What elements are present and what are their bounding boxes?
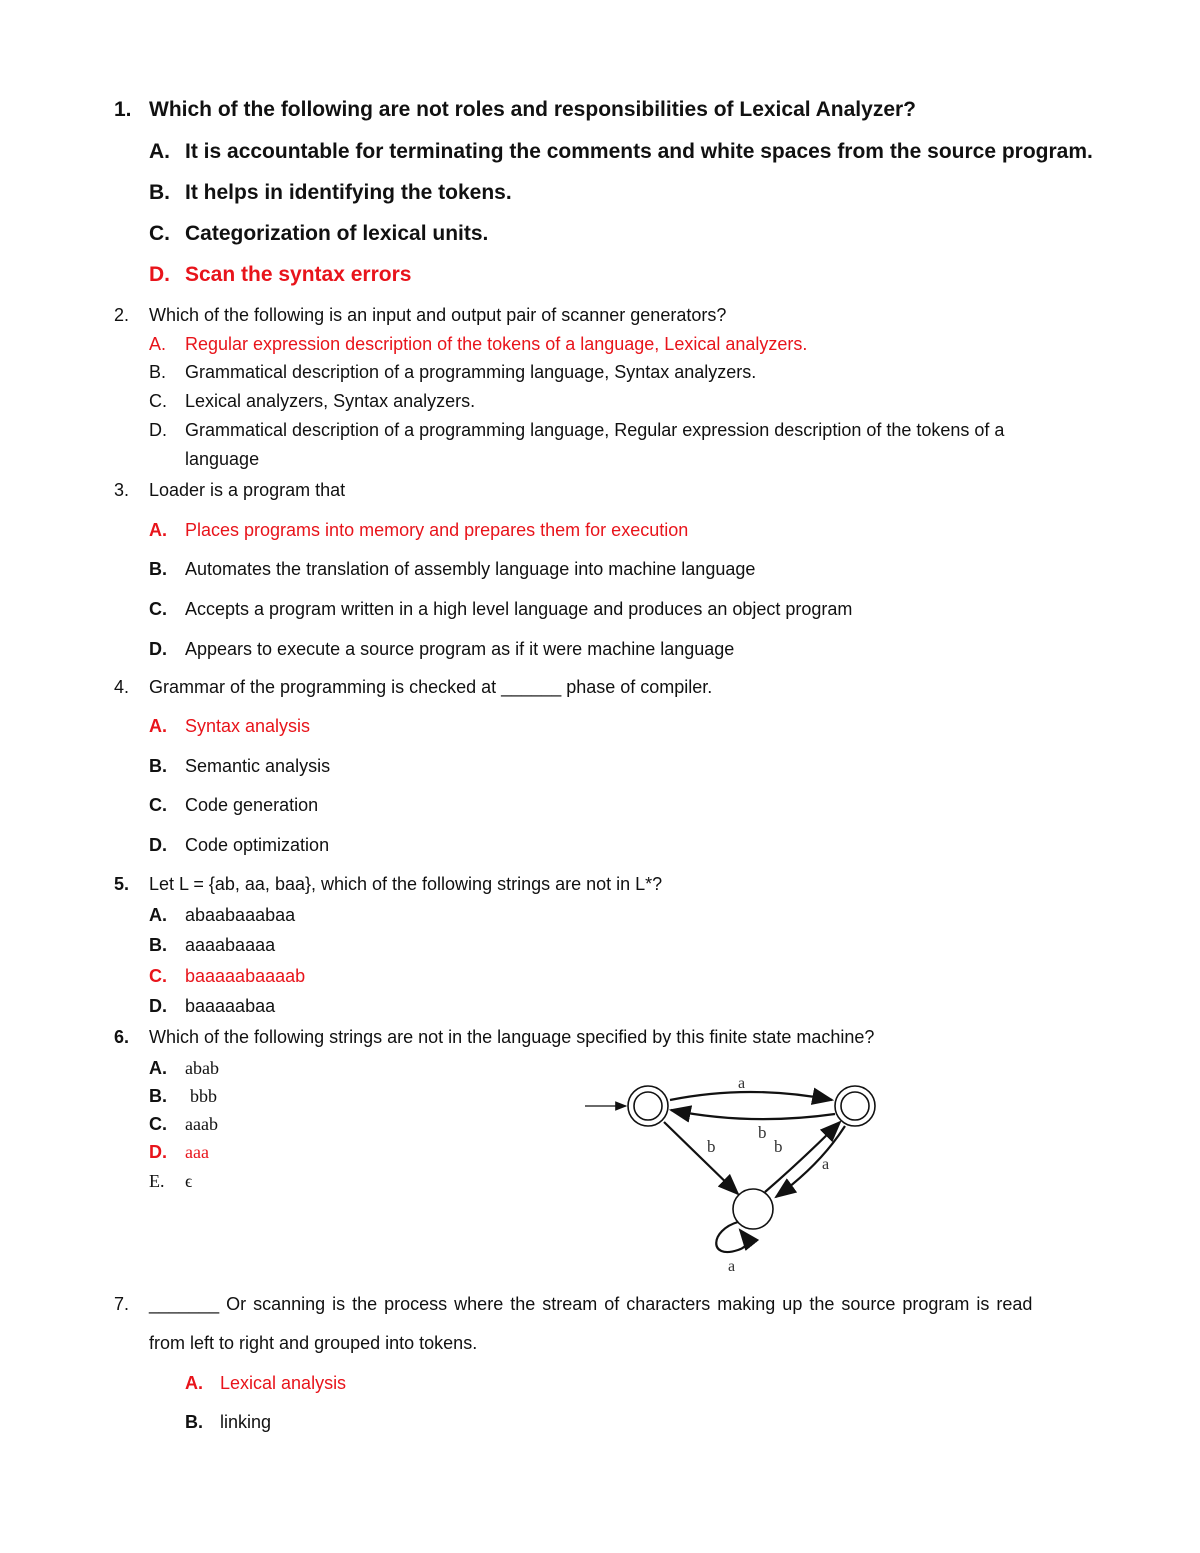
q5-option-d-letter: D. bbox=[149, 996, 167, 1016]
q1-option-c-letter: C. bbox=[149, 222, 170, 245]
q6-option-c: aaab bbox=[185, 1114, 218, 1134]
q3-option-d-letter: D. bbox=[149, 639, 167, 659]
q7-option-b-letter: B. bbox=[185, 1412, 203, 1432]
question-1-number: 1. bbox=[114, 98, 132, 121]
question-6-number: 6. bbox=[114, 1027, 130, 1047]
edge-label-top: a bbox=[738, 1075, 746, 1092]
q5-option-a-letter: A. bbox=[149, 905, 167, 925]
q4-option-b: Semantic analysis bbox=[185, 756, 331, 776]
question-6-text: Which of the following strings are not in the language specified by this finite state machine? bbox=[149, 1027, 875, 1047]
edge-2-to-3-a bbox=[776, 1126, 845, 1197]
edge-label-loop: a bbox=[728, 1258, 736, 1275]
q5-option-c-letter: C. bbox=[149, 966, 167, 986]
q2-option-a-letter: A. bbox=[149, 334, 167, 354]
q6-option-a-letter: A. bbox=[149, 1058, 167, 1078]
finite-state-machine-diagram bbox=[580, 1070, 890, 1280]
q6-option-a: abab bbox=[185, 1058, 219, 1078]
q6-option-e: ϵ bbox=[185, 1171, 193, 1191]
q5-option-c-answer: baaaaabaaaab bbox=[185, 966, 306, 986]
q2-option-d-continued: language bbox=[185, 449, 260, 469]
edge-1-to-3-b bbox=[664, 1122, 738, 1194]
q6-option-d-letter: D. bbox=[149, 1142, 167, 1162]
q7-option-b: linking bbox=[220, 1412, 272, 1432]
question-4-text: Grammar of the programming is checked at ______ phase of compiler. bbox=[149, 677, 713, 697]
question-2-number: 2. bbox=[114, 305, 130, 325]
q5-option-a: abaabaaabaa bbox=[185, 905, 296, 925]
question-5-number: 5. bbox=[114, 874, 130, 894]
q6-option-c-letter: C. bbox=[149, 1114, 167, 1134]
edge-label-right-up: b bbox=[774, 1137, 783, 1156]
q6-option-b-letter: B. bbox=[149, 1086, 167, 1106]
question-4-number: 4. bbox=[114, 677, 130, 697]
question-3-text: Loader is a program that bbox=[149, 480, 346, 500]
q2-option-d: Grammatical description of a programming language, Regular expression description of the tokens of a bbox=[185, 420, 1005, 440]
q4-option-a-letter: A. bbox=[149, 716, 167, 736]
q2-option-c: Lexical analyzers, Syntax analyzers. bbox=[185, 391, 476, 411]
edge-2-to-1-b bbox=[671, 1110, 835, 1119]
q4-option-a-answer: Syntax analysis bbox=[185, 716, 311, 736]
q4-option-c: Code generation bbox=[185, 795, 319, 815]
q4-option-c-letter: C. bbox=[149, 795, 167, 815]
q5-option-b: aaaabaaaa bbox=[185, 935, 276, 955]
question-2-text: Which of the following is an input and output pair of scanner generators? bbox=[149, 305, 727, 325]
q3-option-a-answer: Places programs into memory and prepares them for execution bbox=[185, 520, 689, 540]
state-3 bbox=[733, 1189, 773, 1229]
q6-option-d-answer: aaa bbox=[185, 1142, 209, 1162]
q1-option-c: Categorization of lexical units. bbox=[185, 222, 489, 245]
q7-option-a-letter: A. bbox=[185, 1373, 203, 1393]
q5-option-d: baaaaabaa bbox=[185, 996, 276, 1016]
q1-option-a-letter: A. bbox=[149, 140, 170, 163]
state-2-accepting bbox=[835, 1086, 875, 1126]
q5-option-b-letter: B. bbox=[149, 935, 167, 955]
q3-option-d: Appears to execute a source program as if it were machine language bbox=[185, 639, 735, 659]
q7-option-a-answer: Lexical analysis bbox=[220, 1373, 347, 1393]
q4-option-d: Code optimization bbox=[185, 835, 330, 855]
q1-option-b-letter: B. bbox=[149, 181, 170, 204]
edge-1-to-2-a bbox=[670, 1092, 832, 1100]
q4-option-d-letter: D. bbox=[149, 835, 167, 855]
question-7-text-continued: from left to right and grouped into tokens. bbox=[149, 1333, 478, 1353]
question-1-text: Which of the following are not roles and responsibilities of Lexical Analyzer? bbox=[149, 98, 917, 121]
q1-option-b: It helps in identifying the tokens. bbox=[185, 181, 512, 204]
q2-option-b-letter: B. bbox=[149, 362, 167, 382]
edge-label-back-a: a bbox=[822, 1156, 830, 1173]
q4-option-b-letter: B. bbox=[149, 756, 167, 776]
state-1-accepting bbox=[628, 1086, 668, 1126]
q6-option-e-letter: E. bbox=[149, 1171, 165, 1191]
q6-option-b: bbb bbox=[190, 1086, 217, 1106]
q1-option-a: It is accountable for terminating the comments and white spaces from the source program. bbox=[185, 140, 1093, 163]
q2-option-c-letter: C. bbox=[149, 391, 167, 411]
edge-label-left-down: b bbox=[707, 1137, 716, 1156]
question-7-number: 7. bbox=[114, 1294, 130, 1314]
q3-option-b: Automates the translation of assembly language into machine language bbox=[185, 559, 756, 579]
q3-option-c: Accepts a program written in a high level language and produces an object program bbox=[185, 599, 853, 619]
q3-option-a-letter: A. bbox=[149, 520, 167, 540]
q1-option-d-letter: D. bbox=[149, 263, 170, 286]
question-3-number: 3. bbox=[114, 480, 130, 500]
q3-option-c-letter: C. bbox=[149, 599, 167, 619]
question-5-text: Let L = {ab, aa, baa}, which of the following strings are not in L*? bbox=[149, 874, 663, 894]
edge-label-back-b: b bbox=[758, 1123, 767, 1142]
q1-option-d-answer: Scan the syntax errors bbox=[185, 263, 412, 286]
q2-option-d-letter: D. bbox=[149, 420, 167, 440]
q2-option-a-answer: Regular expression description of the tokens of a language, Lexical analyzers. bbox=[185, 334, 808, 354]
question-7-text: _______ Or scanning is the process where the stream of characters making up the source program is read bbox=[149, 1294, 1033, 1314]
q2-option-b: Grammatical description of a programming language, Syntax analyzers. bbox=[185, 362, 757, 382]
q3-option-b-letter: B. bbox=[149, 559, 167, 579]
